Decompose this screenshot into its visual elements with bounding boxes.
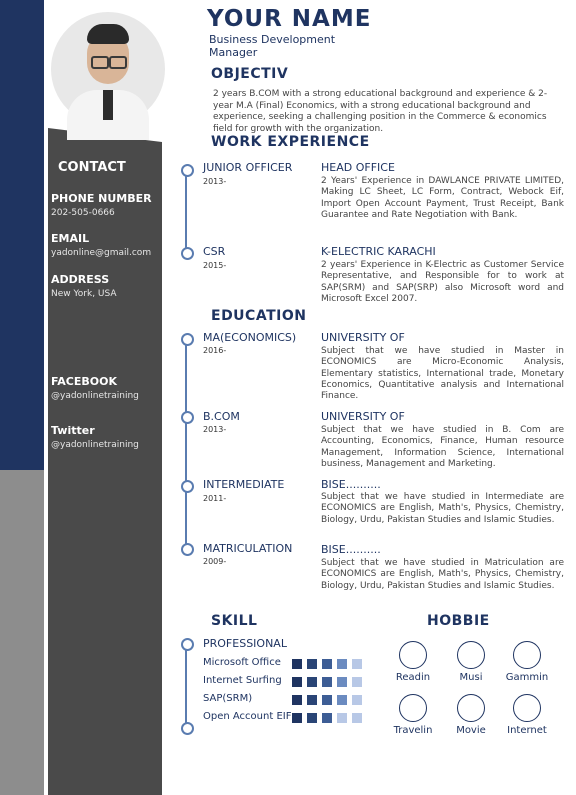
address-label: ADDRESS [51,273,110,286]
photo-hair [87,24,129,44]
facebook-value: @yadonlinetraining [51,391,139,401]
education-org: BISE.......... [321,543,381,556]
phone-value: 202-505-0666 [51,208,115,218]
hobbie-icon [399,694,427,722]
work-desc: 2 Years' Experience in DAWLANCE PRIVATE LIMITED, Making LC Sheet, LC Form, Contract, Webock Eif, Import Open Account Payment, Trust Receipt, Bank Guarantee and Rate Negotiation with Bank. [321,176,564,220]
skill-timeline [185,645,187,723]
education-year: 2009- [203,557,227,566]
objective-text: 2 years B.COM with a strong educational background and experience & 2-year M.A (Final) Economics, with a strong educational background and experience, seeking a challenging position in the Commerce & economics field for growth with the organization. [213,89,548,134]
skill-level-square [322,695,332,705]
skill-name: Microsoft Office [203,657,281,668]
skill-level-square [322,659,332,669]
facebook-label: FACEBOOK [51,375,117,388]
skill-level-square [337,659,347,669]
skill-name: Internet Surfing [203,675,282,686]
skill-level-square [352,695,362,705]
hobbie-label: Readin [395,672,431,683]
timeline-dot [181,480,194,493]
skill-level-square [337,713,347,723]
job-title: Business Development Manager [209,33,336,59]
grey-accent-block [0,470,44,795]
address-value: New York, USA [51,289,117,299]
timeline-dot [181,722,194,735]
education-desc: Subject that we have studied in Master in ECONOMICS are Micro-Economic Analysis, Elementary statistics, International trade, Monetary Economics, Quantitative analysis and International Finance. [321,346,564,402]
education-org: UNIVERSITY OF [321,331,405,344]
education-org: UNIVERSITY OF [321,410,405,423]
work-heading: WORK EXPERIENCE [211,134,370,150]
skill-level-square [307,677,317,687]
skill-heading: SKILL [211,613,258,629]
hobbie-icon [457,641,485,669]
email-label: EMAIL [51,232,90,245]
hobbie-label: Movie [456,725,486,736]
hobbie-icon [399,641,427,669]
work-role: CSR [203,245,226,258]
skill-level-square [352,659,362,669]
hobbie-icon [513,641,541,669]
education-degree: MATRICULATION [203,542,293,555]
skill-level-square [307,713,317,723]
sidebar-panel [48,128,162,795]
education-timeline [185,340,187,550]
timeline-dot [181,543,194,556]
candidate-name: YOUR NAME [207,6,372,32]
education-degree: MA(ECONOMICS) [203,331,297,344]
hobbie-icon [513,694,541,722]
photo-glasses-left [91,56,109,69]
twitter-value: @yadonlinetraining [51,440,139,450]
timeline-dot [181,164,194,177]
skill-level-square [337,695,347,705]
hobbie-label: Internet [507,725,547,736]
skill-level-square [322,677,332,687]
hobbie-label: Musi [459,672,483,683]
work-timeline [185,172,187,252]
skill-subheading: PROFESSIONAL [203,637,287,650]
objective-heading: OBJECTIV [211,66,289,82]
timeline-dot [181,247,194,260]
work-desc: 2 years' Experience in K-Electric as Customer Service Representative, and Responsible for to work at SAP(SRM) and SAP(SRP) also Microsoft word and Microsoft Excel 2007. [321,260,564,304]
hobbie-heading: HOBBIE [427,613,490,629]
education-degree: B.COM [203,410,240,423]
timeline-dot [181,333,194,346]
photo-tie [103,90,113,120]
skill-level-square [292,695,302,705]
photo-glasses-right [109,56,127,69]
skill-level-square [352,713,362,723]
education-year: 2011- [203,494,227,503]
skill-level-square [292,677,302,687]
hobbie-icon [457,694,485,722]
work-org: K-ELECTRIC KARACHI [321,245,436,258]
work-year: 2015- [203,261,227,270]
skill-level-square [352,677,362,687]
skill-level-square [292,713,302,723]
education-desc: Subject that we have studied in B. Com are Accounting, Economics, Finance, Human resource Management, Information Science, International business, Management and Marketing. [321,425,564,469]
phone-label: PHONE NUMBER [51,192,152,205]
education-year: 2016- [203,346,227,355]
education-org: BISE.......... [321,478,381,491]
skill-level-square [292,659,302,669]
education-desc: Subject that we have studied in Matriculation are ECONOMICS are English, Math's, Physics, Chemistry, Biology, Urdu, Pakistan Studies and Islamic Studies. [321,558,564,591]
hobbie-label: Travelin [393,725,433,736]
education-year: 2013- [203,425,227,434]
email-value: yadonline@gmail.com [51,248,152,258]
work-role: JUNIOR OFFICER [203,161,293,174]
skill-name: Open Account EIF [203,711,292,722]
work-org: HEAD OFFICE [321,161,395,174]
skill-level-square [307,659,317,669]
contact-heading: CONTACT [58,160,126,175]
education-heading: EDUCATION [211,308,307,324]
twitter-label: Twitter [51,424,95,437]
timeline-dot [181,638,194,651]
timeline-dot [181,411,194,424]
education-degree: INTERMEDIATE [203,478,285,491]
skill-level-square [322,713,332,723]
work-year: 2013- [203,177,227,186]
skill-level-square [307,695,317,705]
profile-photo [49,10,167,128]
skill-level-square [337,677,347,687]
skill-name: SAP(SRM) [203,693,253,704]
navy-accent-strip [0,0,44,520]
hobbie-label: Gammin [505,672,549,683]
education-desc: Subject that we have studied in Intermediate are ECONOMICS are English, Math's, Physics, Chemistry, Biology, Urdu, Pakistan Studies and Islamic Studies. [321,492,564,525]
